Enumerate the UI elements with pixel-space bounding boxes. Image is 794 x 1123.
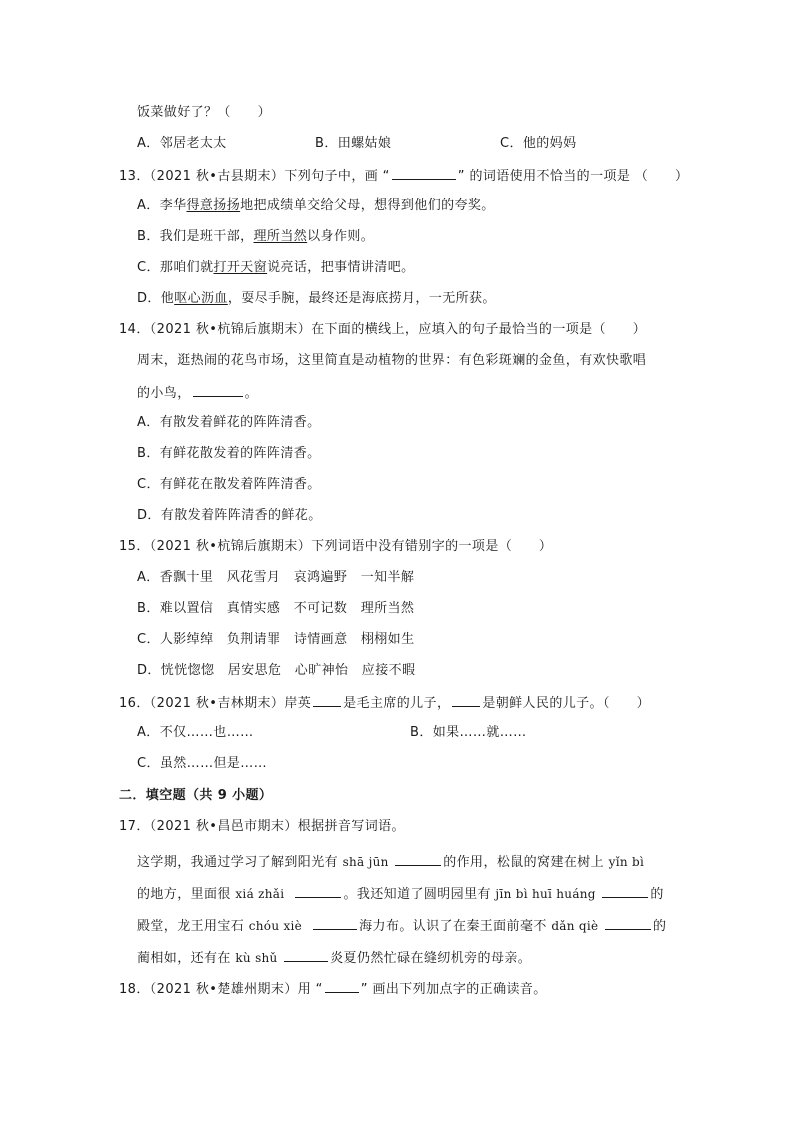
- q13-underline-sample: [392, 166, 456, 180]
- q13-d-post: ，耍尽手腕，最终还是海底捞月，一无所获。: [227, 291, 496, 306]
- q13-c-post: 说亮话，把事情讲清吧。: [267, 260, 415, 275]
- q17-blank-7: [284, 948, 328, 962]
- q15-stem: 15．（2021 秋•杭锦后旗期末）下列词语中没有错别字的一项是（ ）: [119, 539, 553, 554]
- q14-passage-line-1: 周末，逛热闹的花鸟市场，这里简直是动植物的世界：有色彩斑斓的金鱼，有欢快歌唱: [137, 353, 647, 368]
- q12-option-b: B．田螺姑娘: [315, 136, 392, 151]
- q17-line-4: [137, 948, 531, 968]
- q17-l2-post: 的: [650, 887, 664, 902]
- q12-stem-continuation: 饭菜做好了？（ ）: [137, 105, 272, 120]
- q13-stem-pre: 13．（2021 秋•古县期末）下列句子中，画 “: [119, 169, 390, 184]
- q13-d-underlined-word: 呕心沥血: [174, 291, 228, 306]
- q13-stem-post: ” 的词语使用不恰当的一项是 （ ）: [457, 169, 689, 184]
- q16-stem-post: 是朝鲜人民的儿子。（ ）: [482, 696, 651, 711]
- q15-option-b: B．难以置信 真情实感 不可记数 理所当然: [137, 601, 415, 616]
- q13-c-underlined-word: 打开天窗: [213, 260, 268, 275]
- q17-blank-5: [313, 916, 357, 930]
- q17-l1-mid: 的作用，松鼠的窝建在树上: [443, 855, 605, 870]
- q15-option-c: C．人影绰绰 负荆请罪 诗情画意 栩栩如生: [137, 632, 415, 647]
- q17-pinyin-3: xiá zhǎi: [235, 887, 285, 901]
- q13-a-pre: A．李华: [137, 198, 187, 213]
- q13-a-post: 地把成绩单交给父母，想得到他们的夸奖。: [240, 198, 495, 213]
- q14-passage-post: 。: [244, 386, 259, 401]
- q17-l2-pre: 的地方，里面很: [137, 887, 231, 902]
- q12-option-c: C．他的妈妈: [500, 136, 577, 151]
- q17-line-2: [137, 884, 664, 904]
- q17-blank-6: [605, 916, 651, 930]
- q18-underline-sample: [325, 979, 359, 993]
- q16-option-c: C．虽然……但是……: [137, 756, 268, 771]
- q13-a-underlined-word: 得意扬扬: [186, 198, 241, 213]
- q14-option-a: A．有散发着鲜花的阵阵清香。: [137, 415, 321, 430]
- q17-pinyin-7: kù shǔ: [235, 951, 278, 965]
- q13-d-pre: D．他: [137, 291, 175, 306]
- q13-option-d: [137, 290, 496, 308]
- q17-pinyin-1: shā jūn: [342, 855, 389, 869]
- q17-pinyin-5: chóu xiè: [248, 919, 303, 933]
- q16-option-a: A．不仅……也……: [137, 725, 254, 740]
- q17-l4-post: 炎夏仍然忙碌在缝纫机旁的母亲。: [330, 951, 532, 966]
- q13-b-underlined-word: 理所当然: [253, 229, 308, 244]
- q17-l1-pre: 这学期，我通过学习了解到阳光有: [137, 855, 339, 870]
- q15-option-a: A．香飘十里 风花雪月 哀鸿遍野 一知半解: [137, 570, 415, 585]
- q13-option-c: [137, 259, 415, 277]
- q17-l3-post: 的: [652, 919, 667, 934]
- q16-blank-2: [452, 693, 480, 707]
- q13-option-a: [137, 197, 495, 215]
- q14-option-d: D．有散发着阵阵清香的鲜花。: [137, 508, 322, 523]
- q16-stem-mid: 是毛主席的儿子，: [343, 696, 451, 711]
- q14-passage-line-2: [137, 383, 258, 403]
- q17-pinyin-4: jīn bì huī huáng: [495, 887, 596, 901]
- section-heading-fill-in: 二．填空题（共 9 小题）: [119, 788, 273, 803]
- q17-stem: 17．（2021 秋•昌邑市期末）根据拼音写词语。: [119, 819, 405, 834]
- q13-option-b: [137, 228, 374, 246]
- q15-option-d: D．恍恍惚惚 居安思危 心旷神怡 应接不暇: [137, 663, 416, 678]
- q13-b-pre: B．我们是班干部，: [137, 229, 254, 244]
- q14-answer-blank: [193, 383, 243, 397]
- q17-l2-mid: 。我还知道了圆明园里有: [343, 887, 491, 902]
- q17-l3-mid: 海力布。认识了在秦王面前毫不: [359, 919, 547, 934]
- q17-blank-4: [602, 884, 648, 898]
- q16-stem-pre: 16．（2021 秋•吉林期末）岸英: [119, 696, 312, 711]
- q17-pinyin-2: yǐn bì: [608, 855, 645, 869]
- q17-l4-pre: 蔺相如，还有在: [137, 951, 231, 966]
- q13-stem: [119, 166, 688, 186]
- q17-pinyin-6: dǎn qiè: [551, 919, 599, 933]
- q16-option-b: B．如果……就……: [410, 725, 527, 740]
- q17-line-3: [137, 916, 666, 936]
- q14-stem: 14．（2021 秋•杭锦后旗期末）在下面的横线上，应填入的句子最恰当的一项是（ ）: [119, 322, 647, 337]
- q12-option-a: A．邻居老太太: [137, 136, 227, 151]
- q17-line-1: [137, 852, 644, 872]
- q17-blank-1: [395, 852, 441, 866]
- q14-option-b: B．有鲜花散发着的阵阵清香。: [137, 446, 321, 461]
- q13-c-pre: C．那咱们就: [137, 260, 214, 275]
- q17-blank-3: [295, 884, 341, 898]
- q14-option-c: C．有鲜花在散发着阵阵清香。: [137, 477, 321, 492]
- q18-stem-post: ” 画出下列加点字的正确读音。: [360, 982, 547, 997]
- q18-stem-pre: 18．（2021 秋•楚雄州期末）用 “: [119, 982, 323, 997]
- q16-stem: [119, 693, 650, 713]
- q18-stem: [119, 979, 547, 999]
- q14-passage-pre: 的小鸟，: [137, 386, 191, 401]
- q17-l3-pre: 殿堂，龙王用宝石: [137, 919, 245, 934]
- q16-blank-1: [313, 693, 341, 707]
- q13-b-post: 以身作则。: [307, 229, 375, 244]
